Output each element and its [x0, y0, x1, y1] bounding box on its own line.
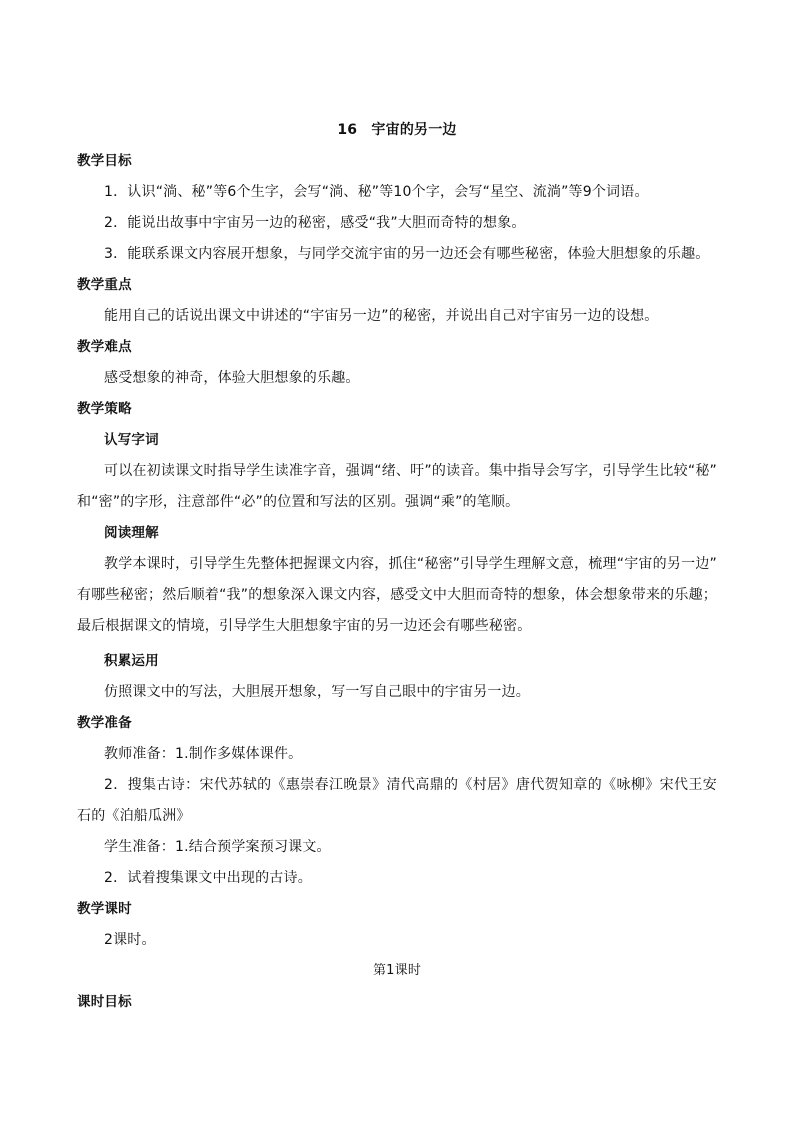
strategy-subheading-practice: 积累运用 — [104, 653, 159, 669]
strategy-reading-text-line-2: 有哪些秘密；然后顺着“我”的想象深入课文内容，感受文中大胆而奇特的想象，体会想象带来的乐趣； — [77, 587, 717, 603]
key-points-heading: 教学重点 — [77, 277, 132, 293]
preparation-heading: 教学准备 — [77, 715, 132, 731]
strategy-practice-text: 仿照课文中的写法，大胆展开想象，写一写自己眼中的宇宙另一边。 — [104, 684, 530, 700]
strategy-reading-text-line-3: 最后根据课文的情境，引导学生大胆想象宇宙的另一边还会有哪些秘密。 — [77, 618, 532, 634]
class-hours-heading: 教学课时 — [77, 901, 132, 917]
strategy-reading-text-line-1: 教学本课时，引导学生先整体把握课文内容，抓住“秘密”引导学生理解文意，梳理“宇宙的另一边” — [104, 556, 717, 572]
teacher-prep-2-line-2: 石的《泊船瓜洲》 — [77, 808, 191, 824]
goals-heading: 教学目标 — [77, 153, 132, 169]
page-title: 16 宇宙的另一边 — [337, 122, 457, 138]
strategy-subheading-reading: 阅读理解 — [104, 525, 159, 541]
strategy-heading: 教学策略 — [77, 401, 132, 417]
difficulty-heading: 教学难点 — [77, 339, 132, 355]
student-prep-1: 学生准备：1.结合预学案预习课文。 — [104, 839, 331, 855]
teacher-prep-2-line-1: 2．搜集古诗：宋代苏轼的《惠崇春江晚景》清代高鼎的《村居》唐代贺知章的《咏柳》宋代王安 — [104, 777, 717, 793]
teacher-prep-1: 教师准备：1.制作多媒体课件。 — [104, 746, 303, 762]
lesson-title: 第1课时 — [372, 963, 422, 978]
strategy-subheading-words: 认写字词 — [104, 432, 159, 448]
goal-item-2: 2．能说出故事中宇宙另一边的秘密，感受“我”大胆而奇特的想象。 — [104, 215, 526, 231]
goal-item-1: 1．认识“淌、秘”等6个生字，会写“淌、秘”等10个字，会写“星空、流淌”等9个词语。 — [104, 184, 649, 200]
goal-item-3: 3．能联系课文内容展开想象，与同学交流宇宙的另一边还会有哪些秘密，体验大胆想象的乐趣。 — [104, 246, 710, 262]
strategy-words-text-line-2: 和“密”的字形，注意部件“必”的位置和写法的区别。强调“乘”的笔顺。 — [77, 494, 520, 510]
lesson-goals-heading: 课时目标 — [77, 994, 132, 1010]
class-hours-text: 2课时。 — [104, 932, 156, 948]
strategy-words-text-line-1: 可以在初读课文时指导学生读准字音，强调“绪、吁”的读音。集中指导会写字，引导学生比较“秘” — [104, 463, 717, 479]
student-prep-2: 2．试着搜集课文中出现的古诗。 — [104, 870, 312, 886]
key-points-text: 能用自己的话说出课文中讲述的“宇宙另一边”的秘密，并说出自己对宇宙另一边的设想。 — [104, 308, 659, 324]
difficulty-text: 感受想象的神奇，体验大胆想象的乐趣。 — [104, 370, 360, 386]
